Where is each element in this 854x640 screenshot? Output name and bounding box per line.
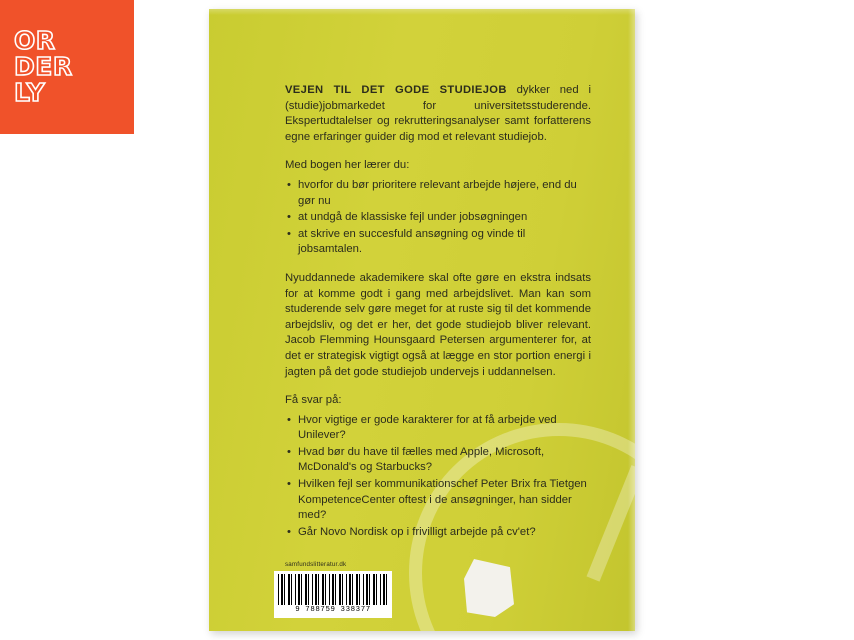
- back-cover-text: [285, 83, 591, 553]
- logo-line-2-text: DER: [14, 52, 73, 81]
- blurb-lead-text: dykker ned i (studie)jobmarkedet for universitetsstuderende. Ekspertudtalelser og rekrutteringsanalyser samt forfatterens egne erfaringer guider dig mod et relevant studiejob.: [285, 84, 591, 143]
- barcode-isbn-number: 9 788759 338377: [295, 606, 371, 614]
- list-item: • hvorfor du bør prioritere relevant arbejde højere, end du gør nu: [285, 178, 591, 209]
- book-back-cover: [209, 9, 635, 631]
- list-item: • Hvad bør du have til fælles med Apple, Microsoft, McDonald's og Starbucks?: [285, 445, 591, 476]
- blurb-paragraph-2: Nyuddannede akademikere skal ofte gøre en ekstra indsats for at komme godt i gang med arbejdslivet. Man kan som studerende selv gøre meget for at ruste sig til det kommende arbejdsliv, og det er her, det gode studiejob bliver relevant. Jacob Flemming Hounsgaard Petersen argumenterer for, at det er strategisk vigtigt også at lægge en stor portion energi i jagten på det gode studiejob undervejs i uddannelsen.: [285, 271, 591, 378]
- logo-line-3-text: LY: [14, 78, 46, 107]
- barcode-bars: [278, 574, 388, 605]
- publisher-website: samfundslitteratur.dk: [285, 561, 347, 568]
- white-paper-patch: [464, 559, 514, 617]
- logo-line-3: [14, 80, 134, 106]
- list2-label: Få svar på:: [285, 394, 342, 407]
- list-item: • Går Novo Nordisk op i frivilligt arbejde på cv'et?: [285, 525, 591, 541]
- list-item: • at skrive en succesfuld ansøgning og vinde til jobsamtalen.: [285, 227, 591, 258]
- blurb-lead-paragraph: [285, 83, 591, 145]
- cover-top-highlight: [209, 9, 635, 15]
- benefits-list: [285, 178, 591, 258]
- list-item: • Hvilken fejl ser kommunikationschef Peter Brix fra Tietgen KompetenceCenter oftest i de ansøgninger, han sidder med?: [285, 477, 591, 524]
- logo-line-2: [14, 54, 134, 80]
- list-item: • at undgå de klassiske fejl under jobsøgningen: [285, 210, 591, 226]
- orderly-logo: [0, 0, 134, 134]
- barcode: [274, 571, 392, 618]
- blurb-kicker: VEJEN TIL DET GODE STUDIEJOB: [285, 84, 507, 96]
- list-item: • Hvor vigtige er gode karakterer for at få arbejde ved Unilever?: [285, 413, 591, 444]
- logo-line-1: [14, 28, 134, 54]
- list1-label: Med bogen her lærer du:: [285, 159, 410, 172]
- questions-list: [285, 413, 591, 541]
- logo-line-1-text: OR: [14, 26, 56, 55]
